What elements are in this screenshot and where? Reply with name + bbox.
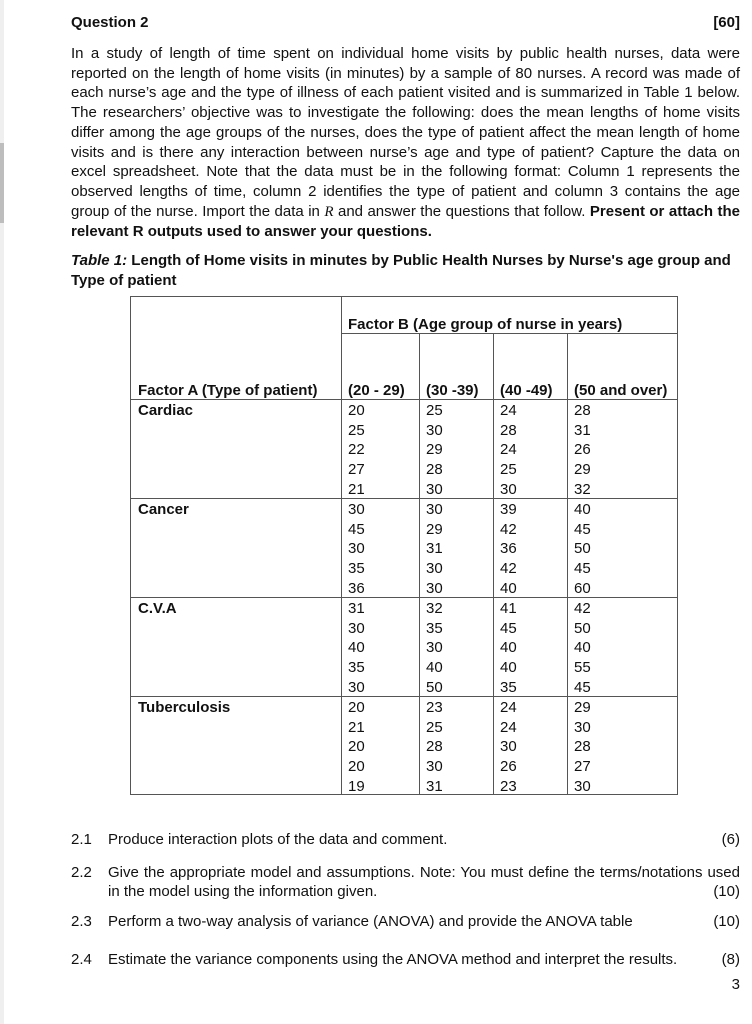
sub-question-number: 2.4 (71, 951, 92, 968)
table-cell: 20 (348, 738, 365, 756)
table-cell: 30 (348, 501, 365, 518)
table-cell: 45 (500, 619, 517, 637)
table-cell: 31 (348, 600, 365, 617)
table-cell: 30 (426, 421, 443, 439)
scrollbar-thumb[interactable] (0, 143, 4, 223)
table-cell: 50 (574, 619, 591, 637)
table-cell: 42 (500, 560, 517, 578)
table-cell: 45 (574, 678, 591, 696)
table-cell: 50 (426, 678, 443, 696)
table-cell: 41 (500, 600, 517, 617)
table-vline (341, 296, 342, 795)
table-cell: 23 (500, 777, 517, 795)
table-cell: 32 (426, 600, 443, 617)
table-cell: 25 (426, 718, 443, 736)
table-cell: 40 (500, 659, 517, 677)
table-cell: 39 (500, 501, 517, 518)
table-vline (419, 333, 420, 795)
table-cell: 21 (348, 718, 365, 736)
table-cell: 45 (574, 520, 591, 538)
age-group-header: (20 - 29) (348, 382, 405, 399)
table-cell: 30 (426, 639, 443, 657)
table-cell: 40 (348, 639, 365, 657)
question-title: Question 2 (71, 14, 149, 31)
data-table (130, 296, 678, 795)
patient-type-label: Tuberculosis (138, 699, 231, 716)
table-cell: 28 (500, 421, 517, 439)
table-cell: 27 (348, 461, 365, 479)
table-cell: 22 (348, 441, 365, 459)
intro-text: In a study of length of time spent on individual home visits by public health nurses, data were reported on the length of home visits (in minutes) by a sample of 80 nurses. A record was made of each nurse’s age and the type of illness of each patient visited and is summarized in Table 1 below. The researchers’ objective was to investigate the following: does the mean lengths of home visits differ among the age groups of the nurses, does the type of patient affect the mean length of home visits and is there any interaction between nurse’s age and type of patient? Capture the data on excel spreadsheet. Note that the data must be in the following format: Column 1 represents the observed lengths of time, column 2 identifies the type of patient and column 3 contains the age group of the nurse. Import the data in (71, 45, 740, 220)
sub-question-number: 2.3 (71, 913, 92, 930)
table-cell: 40 (426, 659, 443, 677)
table-cell: 20 (348, 699, 365, 716)
intro-text-after: and answer the questions that follow. (333, 202, 590, 220)
table-hline (130, 696, 678, 697)
table-cell: 30 (500, 738, 517, 756)
table-cell: 24 (500, 441, 517, 459)
age-group-header: (30 -39) (426, 382, 479, 399)
table-cell: 30 (500, 480, 517, 498)
table-cell: 29 (574, 699, 591, 716)
table-cell: 40 (500, 639, 517, 657)
sub-question-marks: (6) (721, 831, 740, 848)
table-cell: 23 (426, 699, 443, 716)
table-hline (130, 597, 678, 598)
table-vline (567, 333, 568, 795)
intro-r-symbol: R (324, 203, 334, 220)
table-cell: 35 (348, 659, 365, 677)
table-cell: 30 (426, 579, 443, 597)
table-caption-label: Table 1: (71, 252, 128, 269)
table-cell: 20 (348, 758, 365, 776)
table-cell: 30 (426, 501, 443, 518)
table-vline (493, 333, 494, 795)
table-cell: 29 (426, 520, 443, 538)
table-cell: 32 (574, 480, 591, 498)
table-cell: 25 (500, 461, 517, 479)
table-cell: 55 (574, 659, 591, 677)
table-cell: 26 (574, 441, 591, 459)
table-cell: 31 (574, 421, 591, 439)
sub-question-number: 2.2 (71, 864, 92, 881)
table-cell: 27 (574, 758, 591, 776)
table-cell: 28 (574, 402, 591, 419)
table-cell: 25 (426, 402, 443, 419)
sub-question-text: Produce interaction plots of the data and comment. (108, 831, 448, 848)
table-hline (130, 498, 678, 499)
table-cell: 31 (426, 777, 443, 795)
table-cell: 30 (426, 758, 443, 776)
page-number: 3 (731, 976, 740, 993)
table-cell: 30 (426, 480, 443, 498)
table-cell: 30 (574, 777, 591, 795)
sub-question-text: Estimate the variance components using the ANOVA method and interpret the results. (108, 951, 678, 968)
factor-b-header: Factor B (Age group of nurse in years) (348, 316, 623, 333)
sub-question-marks: (8) (721, 951, 740, 968)
question-header (71, 14, 740, 36)
table-cell: 40 (574, 639, 591, 657)
table-cell: 30 (348, 540, 365, 558)
table-cell: 30 (426, 560, 443, 578)
table-cell: 30 (348, 678, 365, 696)
table-cell: 30 (574, 718, 591, 736)
sub-question-marks: (10) (713, 913, 740, 930)
table-cell: 24 (500, 718, 517, 736)
factor-a-header: Factor A (Type of patient) (138, 382, 318, 399)
patient-type-label: Cancer (138, 501, 189, 518)
table-cell: 24 (500, 699, 517, 716)
table-cell: 28 (574, 738, 591, 756)
sub-question-number: 2.1 (71, 831, 92, 848)
table-cell: 25 (348, 421, 365, 439)
table-cell: 40 (574, 501, 591, 518)
table-cell: 26 (500, 758, 517, 776)
question-intro (71, 44, 740, 242)
table-cell: 45 (574, 560, 591, 578)
table-cell: 50 (574, 540, 591, 558)
sub-question-text: Give the appropriate model and assumptions. Note: You must define the terms/notations used in the model using the information given. (108, 864, 740, 900)
table-cell: 45 (348, 520, 365, 538)
age-group-header: (50 and over) (574, 382, 668, 399)
table-cell: 36 (348, 579, 365, 597)
table-cell: 29 (574, 461, 591, 479)
patient-type-label: C.V.A (138, 600, 177, 617)
patient-type-label: Cardiac (138, 402, 194, 419)
table-cell: 36 (500, 540, 517, 558)
table-cell: 19 (348, 777, 365, 795)
table-cell: 35 (348, 560, 365, 578)
table-cell: 31 (426, 540, 443, 558)
sub-question-marks: (10) (713, 883, 740, 900)
table-cell: 21 (348, 480, 365, 498)
table-cell: 60 (574, 579, 591, 597)
table-cell: 20 (348, 402, 365, 419)
table-cell: 42 (500, 520, 517, 538)
intro-instruction: Present or attach the relevant R outputs used to answer your questions. (71, 202, 740, 241)
table-cell: 40 (500, 579, 517, 597)
table-caption (71, 251, 740, 290)
table-cell: 30 (348, 619, 365, 637)
table-cell: 28 (426, 738, 443, 756)
table-cell: 24 (500, 402, 517, 419)
table-cell: 35 (500, 678, 517, 696)
sub-question-text: Perform a two-way analysis of variance (ANOVA) and provide the ANOVA table (108, 913, 633, 930)
question-marks: [60] (713, 14, 740, 31)
table-cell: 42 (574, 600, 591, 617)
table-cell: 35 (426, 619, 443, 637)
age-group-header: (40 -49) (500, 382, 553, 399)
table-caption-text: Length of Home visits in minutes by Public Health Nurses by Nurse's age group and Type of patient (71, 252, 731, 289)
table-cell: 29 (426, 441, 443, 459)
table-cell: 28 (426, 461, 443, 479)
